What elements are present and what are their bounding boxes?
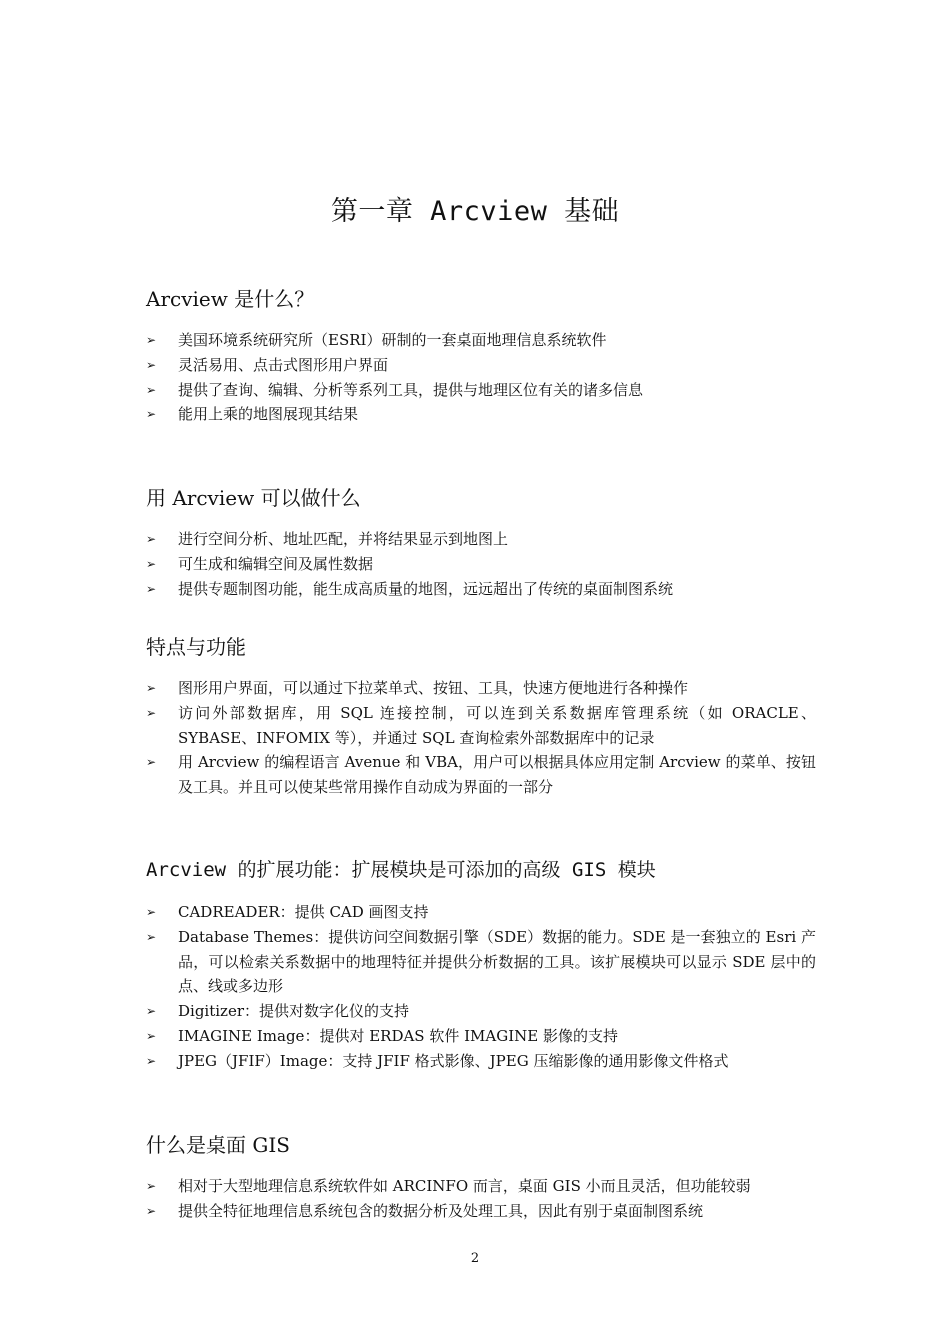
- bullet-list: [146, 1174, 816, 1224]
- list-item-text: 美国环境系统研究所（ESRI）研制的一套桌面地理信息系统软件: [178, 331, 607, 349]
- list-item: [146, 999, 816, 1024]
- list-item-text: 灵活易用、点击式图形用户界面: [178, 355, 389, 374]
- arrow-bullet-icon: ➢: [146, 1028, 157, 1043]
- arrow-bullet-icon: ➢: [146, 1179, 157, 1193]
- list-item: [146, 552, 816, 577]
- section-what-is-arcview: [146, 284, 816, 427]
- arrow-bullet-icon: ➢: [146, 681, 157, 695]
- arrow-bullet-icon: ➢: [146, 905, 157, 919]
- section-heading: Arcview 是什么？: [146, 287, 315, 311]
- arrow-bullet-icon: ➢: [146, 556, 157, 571]
- chapter-title: 第一章 Arcview 基础: [330, 196, 620, 227]
- bullet-list: [146, 527, 816, 601]
- list-item: [146, 1199, 816, 1224]
- section-heading: 用 Arcview 可以做什么: [146, 486, 361, 510]
- arrow-bullet-icon: ➢: [146, 532, 157, 546]
- arrow-bullet-icon: ➢: [146, 705, 157, 720]
- list-item-text: 提供了查询、编辑、分析等系列工具，提供与地理区位有关的诸多信息: [178, 380, 644, 399]
- list-item: [146, 402, 816, 427]
- list-item-text: IMAGINE Image：提供对 ERDAS 软件 IMAGINE 影像的支持: [178, 1026, 618, 1045]
- list-item: [146, 527, 816, 552]
- list-item: [146, 328, 816, 353]
- list-item: [146, 676, 816, 701]
- arrow-bullet-icon: ➢: [146, 1004, 157, 1019]
- section-heading: 特点与功能: [146, 635, 246, 659]
- list-item-text: 提供专题制图功能，能生成高质量的地图，远远超出了传统的桌面制图系统: [178, 579, 674, 598]
- list-item: [146, 1174, 816, 1199]
- list-item-text: 用 Arcview 的编程语言 Avenue 和 VBA，用户可以根据具体应用定制 Arcview 的菜单、按钮及工具。并且可以使某些常用操作自动成为界面的一部分: [178, 753, 816, 797]
- list-item-text: JPEG（JFIF）Image：支持 JFIF 格式影像、JPEG 压缩影像的通用影像文件格式: [178, 1051, 729, 1070]
- bullet-list: [146, 900, 816, 1074]
- section-heading: 什么是桌面 GIS: [146, 1133, 290, 1157]
- list-item-text: 相对于大型地理信息系统软件如 ARCINFO 而言，桌面 GIS 小而且灵活，但功能较弱: [178, 1177, 751, 1195]
- bullet-list: [146, 676, 816, 800]
- section-extensions: [146, 855, 816, 1074]
- arrow-bullet-icon: ➢: [146, 1203, 157, 1218]
- list-item-text: 进行空间分析、地址匹配，并将结果显示到地图上: [178, 530, 509, 548]
- arrow-bullet-icon: ➢: [146, 357, 157, 372]
- list-item: [146, 353, 816, 378]
- arrow-bullet-icon: ➢: [146, 1053, 157, 1068]
- list-item-text: Database Themes：提供访问空间数据引擎（SDE）数据的能力。SDE 是一套独立的 Esri 产品，可以检索关系数据中的地理特征并提供分析数据的工具。该扩展模块可以显示 SDE 层中的点、线或多边形: [178, 927, 816, 996]
- section-features: [146, 632, 816, 800]
- list-item-text: 图形用户界面，可以通过下拉菜单式、按钮、工具，快速方便地进行各种操作: [178, 679, 689, 697]
- page-number: 2: [470, 1251, 480, 1266]
- arrow-bullet-icon: ➢: [146, 581, 157, 596]
- list-item: [146, 1049, 816, 1074]
- section-what-can-arcview-do: [146, 483, 816, 601]
- arrow-bullet-icon: ➢: [146, 929, 157, 944]
- list-item: [146, 750, 816, 800]
- list-item-text: 提供全特征地理信息系统包含的数据分析及处理工具，因此有别于桌面制图系统: [178, 1201, 704, 1220]
- list-item: [146, 378, 816, 403]
- section-heading: Arcview 的扩展功能：扩展模块是可添加的高级 GIS 模块: [146, 859, 656, 881]
- list-item: [146, 900, 816, 925]
- arrow-bullet-icon: ➢: [146, 407, 157, 422]
- list-item-text: CADREADER：提供 CAD 画图支持: [178, 903, 429, 921]
- list-item-text: 访问外部数据库，用 SQL 连接控制，可以连到关系数据库管理系统（如 ORACLE、SYBASE、INFOMIX 等），并通过 SQL 查询检索外部数据库中的记录: [178, 703, 816, 747]
- arrow-bullet-icon: ➢: [146, 755, 157, 770]
- arrow-bullet-icon: ➢: [146, 333, 157, 347]
- list-item: [146, 701, 816, 751]
- list-item-text: 可生成和编辑空间及属性数据: [178, 554, 374, 573]
- list-item: [146, 577, 816, 602]
- arrow-bullet-icon: ➢: [146, 382, 157, 397]
- list-item: [146, 925, 816, 999]
- list-item-text: 能用上乘的地图展现其结果: [178, 405, 359, 424]
- list-item: [146, 1024, 816, 1049]
- bullet-list: [146, 328, 816, 427]
- list-item-text: Digitizer：提供对数字化仪的支持: [178, 1002, 409, 1021]
- section-desktop-gis: [146, 1130, 816, 1224]
